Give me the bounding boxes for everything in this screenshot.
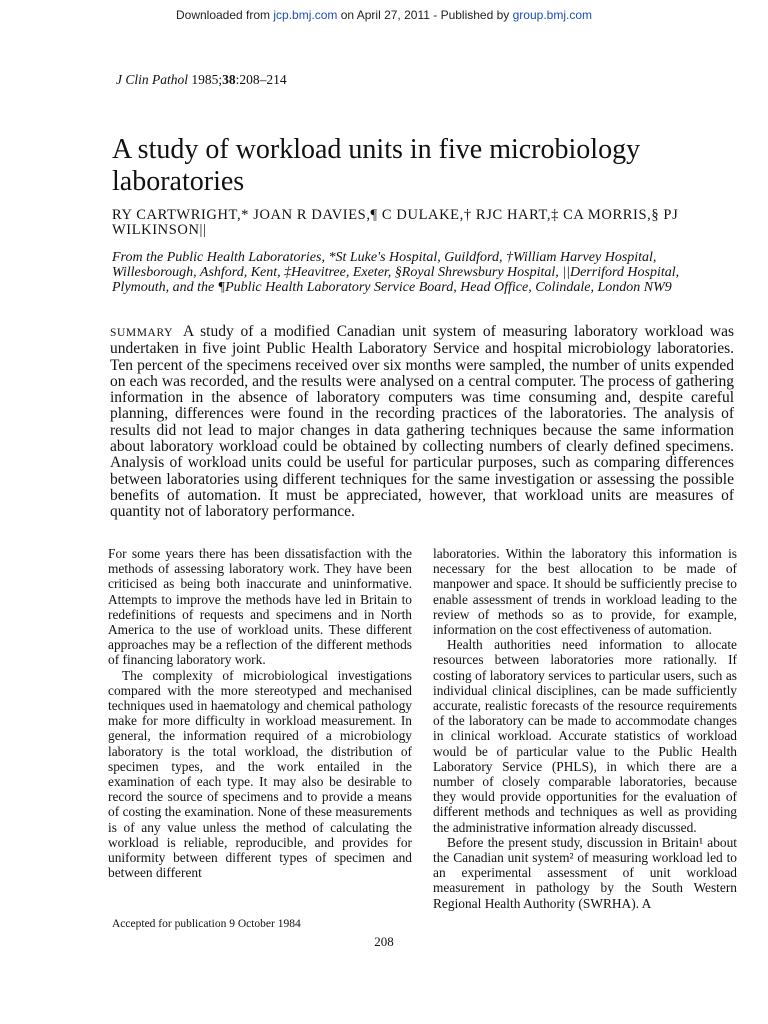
citation-pages: :208–214 xyxy=(235,72,287,87)
summary-label: SUMMARY xyxy=(110,327,173,339)
journal-name: J Clin Pathol xyxy=(116,72,188,87)
left-paragraph-1: For some years there has been dissatisfaction with the methods of assessing laboratory work. They have been criticised as being both inaccurate and uninformative. Attempts to improve the methods have led in Britain to redefinitions of requests and specimens and in North America to the use of workload units. These different approaches may be a reflection of the different methods of financing laboratory work. xyxy=(108,546,412,668)
affiliations: From the Public Health Laboratories, *St Luke's Hospital, Guildford, †William Harvey Hospital, Willesborough, Ashford, Kent, ‡Heavitree, Exeter, §Royal Shrewsbury Hospital, ||Derriford Hospital, Plymouth, and the ¶Public Health Laboratory Service Board, Head Office, Colindale, London NW9 xyxy=(112,250,680,295)
article-title: A study of workload units in five microbiology laboratories xyxy=(112,134,641,197)
citation-volume: 38 xyxy=(222,72,236,87)
group-link[interactable]: group.bmj.com xyxy=(512,8,592,22)
journal-citation xyxy=(116,72,287,88)
download-banner xyxy=(0,8,768,22)
download-middle: on April 27, 2011 - Published by xyxy=(337,8,513,22)
summary-abstract xyxy=(110,324,734,521)
download-prefix: Downloaded from xyxy=(175,8,274,22)
right-paragraph-2: Health authorities need information to allocate resources between laboratories more rationally. If costing of laboratory services to particular users, such as individual clinical disciplines, can be made sufficiently accurate, realistic forecasts of the resource requirements of the laboratory can be made to accommodate changes in clinical workload. Accurate statistics of workload would be of particular value to the Public Health Laboratory Service (PHLS), in which there are a number of closely comparable laboratories, because they would provide opportunities for the evaluation of different methods and techniques as well as providing the administrative information already discussed. xyxy=(433,637,737,835)
right-paragraph-1: laboratories. Within the laboratory this information is necessary for the best allocation to be made of manpower and space. It should be sufficiently precise to enable assessment of trends in workload leading to the review of methods so as to provide, for example, information on the cost effectiveness of automation. xyxy=(433,546,737,638)
page-number: 208 xyxy=(374,934,394,949)
body-column-left xyxy=(108,546,412,880)
left-paragraph-2: The complexity of microbiological investigations compared with the more stereotyped and mechanised techniques used in haematology and chemical pathology make for more difficulty in workload measurement. In general, the information required of a microbiology laboratory is the total workload, the distribution of specimen types, and the work entailed in the examination of each type. It may also be desirable to record the source of specimens and to provide a means of costing the examination. None of these measurements is of any value unless the method of calculating the workload is reliable, reproducible, and provides for uniformity between different types of specimen and between different xyxy=(108,667,412,881)
jcp-link[interactable]: jcp.bmj.com xyxy=(273,8,338,22)
author-list: RY CARTWRIGHT,* JOAN R DAVIES,¶ C DULAKE,† RJC HART,‡ CA MORRIS,§ PJ WILKINSON|| xyxy=(112,207,679,238)
citation-year: 1985; xyxy=(188,72,223,87)
summary-text: A study of a modified Canadian unit system of measuring laboratory workload was undertaken in five joint Public Health Laboratory Service and hospital microbiology laboratories. Ten percent of the specimens received over six months were sampled, the number of units expended on each was recorded, and the results were analysed on a central computer. The process of gathering information in the absence of laboratory computers was time consuming and, despite careful planning, differences were found in the recording practices of the laboratories. The analysis of results did not lead to major changes in data gathering techniques because the same information about laboratory workload could be obtained by collecting numbers of clearly defined specimens. Analysis of workload units could be useful for particular purposes, such as comparing differences between laboratories using different techniques for the same investigation or assessing the possible benefits of automation. It must be appreciated, however, that workload units are measures of quantity not of laboratory performance. xyxy=(110,323,734,521)
accepted-date: Accepted for publication 9 October 1984 xyxy=(112,918,301,930)
right-paragraph-3: Before the present study, discussion in Britain¹ about the Canadian unit system² of measuring workload led to an experimental assessment of unit workload measurement in pathology by the South Western Regional Health Authority (SWRHA). A xyxy=(433,834,737,911)
body-column-right xyxy=(433,546,737,911)
